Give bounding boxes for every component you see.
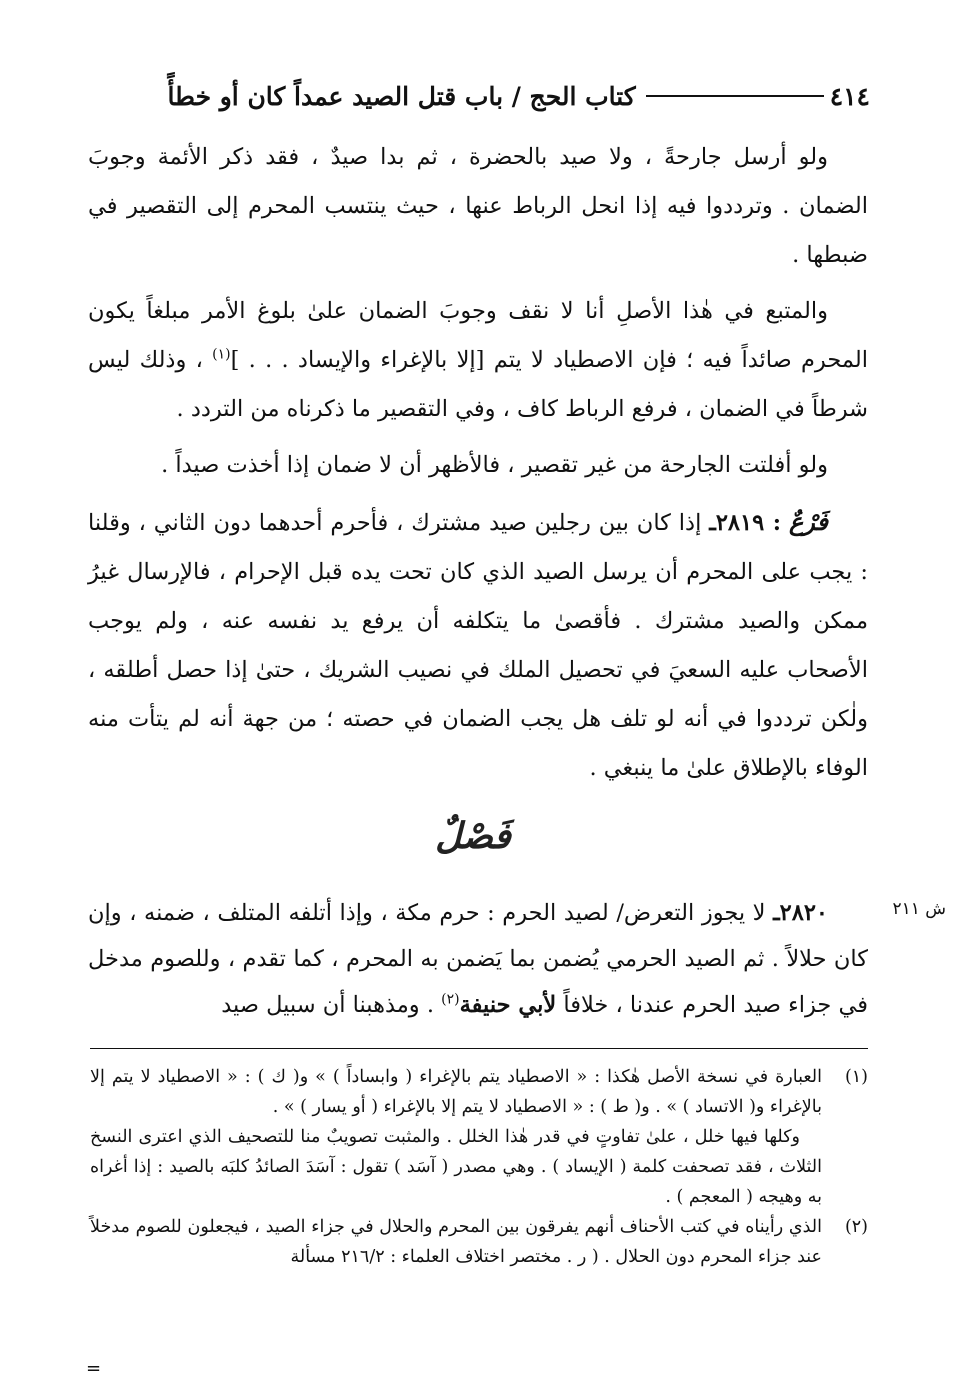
section-text [88, 890, 868, 1028]
paragraph-3: ولو أفلتت الجارحة من غير تقصير ، فالأظهر أن لا ضمان إذا أخذت صيداً . [161, 452, 828, 478]
issue-number-2819: : ٢٨١٩ـ [709, 510, 782, 536]
paragraph-5-text-a: لا يجوز التعرض/ لصيد الحرم : حرم مكة ، وإذا أتلفه المتلف ، ضمنه ، وإن كان حلالاً . ثم الصيد الحرمي يُضمن بما يَضمن به المحرم ، كما تقدم ، وللصوم مدخل في جزاء صيد الحرم عندنا ، خلافاً [88, 900, 868, 1018]
main-text [88, 133, 868, 800]
page-number: ٤١٤ [829, 81, 870, 111]
footnote-number: (١) [844, 1067, 868, 1087]
paragraph-1: ولو أرسل جارحةً ، ولا صيد بالحضرة ، ثم بدا صيدٌ ، فقد ذكر الأئمة وجوبَ الضمان . وترددوا فيه إذا انحل الرباط عنها ، حيث ينتسب المحرم إلى التقصير في ضبطها . [88, 144, 868, 268]
paragraph-5 [88, 890, 868, 1028]
fasl-ornament-heading: فَصْلٌ [435, 815, 511, 857]
paragraph-2 [88, 287, 868, 434]
footnote-text [90, 1062, 822, 1212]
footnote-2 [90, 1212, 868, 1272]
abu-hanifa-name: لأبي حنيفة [459, 992, 557, 1018]
header-rule [646, 95, 824, 97]
page-header [90, 76, 870, 116]
paragraph-4 [88, 497, 868, 793]
footnote-ref-1: (١) [212, 346, 231, 363]
footnote-2-line-1: الذي رأيناه في كتب الأحناف أنهم يفرقون بين المحرم والحلال في جزاء الصيد ، فيجعلون للصوم مدخلاً عند جزاء المحرم دون الحلال . ( ر . مختصر اختلاف العلماء : ٢١٦/٢ مسألة [90, 1217, 822, 1267]
paragraph-2-text-a: والمتبع في هٰذا الأصلِ أنا لا نقف وجوبَ الضمان علىٰ بلوغ الأمر مبلغاً يكون المحرم صائداً فيه ؛ فإن الاصطياد لا يتم [إلا بالإغراء والإيساد . . . ] [88, 298, 868, 373]
footnote-1 [90, 1062, 868, 1212]
paragraph-5-text-b: . ومذهبنا أن سبيل صيد [221, 992, 442, 1018]
footnote-number: (٢) [844, 1217, 868, 1237]
running-title: كتاب الحج / باب قتل الصيد عمداً كان أو خطأً [167, 81, 636, 111]
footnote-text [90, 1212, 822, 1272]
continuation-mark: = [86, 1358, 102, 1379]
footnote-1-line-2: وكلها فيها خلل ، علىٰ تفاوتٍ في قدر هٰذا الخلل . والمثبت تصويبٌ منا للتصحيف الذي اعترى النسخ الثلاث ، فقد تصحفت كلمة ( الإيساد ) . وهي مصدر ( آسَد ) تقول : آسَدَ الصائدُ كلبَه بالصيد : إذا أغراه به وهيجه ( المعجم ) . [90, 1127, 822, 1207]
issue-number-2820: ٢٨٢٠ـ [773, 900, 828, 926]
footnote-ref-2: (٢) [441, 991, 460, 1008]
footnote-1-line-1: العبارة في نسخة الأصل هٰكذا : « الاصطياد يتم بالإغراء ( وابساداً ) » و( ك ) : « الاصطياد لا يتم إلا بالإغراء و( الاتساد ) » . و( ط ) : « الاصطياد لا يتم إلا بالإغراء ( أو يسار ) » . [90, 1067, 822, 1117]
footnotes [90, 1062, 868, 1272]
paragraph-2-text-b: ، وذلك ليس شرطاً في الضمان ، فرفع الرباط كاف ، وفي التقصير ما ذكرناه من التردد . [88, 347, 868, 422]
footnote-divider [90, 1048, 868, 1049]
far-label: فَرْعٌ [788, 507, 828, 536]
margin-note: ش ٢١١ [892, 899, 946, 919]
paragraph-4-text: إذا كان بين رجلين صيد مشترك ، فأحرم أحدهما دون الثاني ، وقلنا : يجب على المحرم أن يرسل الصيد الذي كان تحت يده قبل الإحرام ، فالإرسال غيرُ ممكن والصيد مشترك . فأقصىٰ ما يتكلفه أن يرفع يد نفسه عنه ، ولم يوجب الأصحاب عليه السعيَ في تحصيل الملك في نصيب الشريك ، حتىٰ إذا حصل أطلقه ، ولٰكن ترددوا في أنه لو تلف هل يجب الضمان في حصته ؛ من جهة أنه لم يتأت منه الوفاء بالإطلاق علىٰ ما ينبغي . [88, 510, 868, 781]
